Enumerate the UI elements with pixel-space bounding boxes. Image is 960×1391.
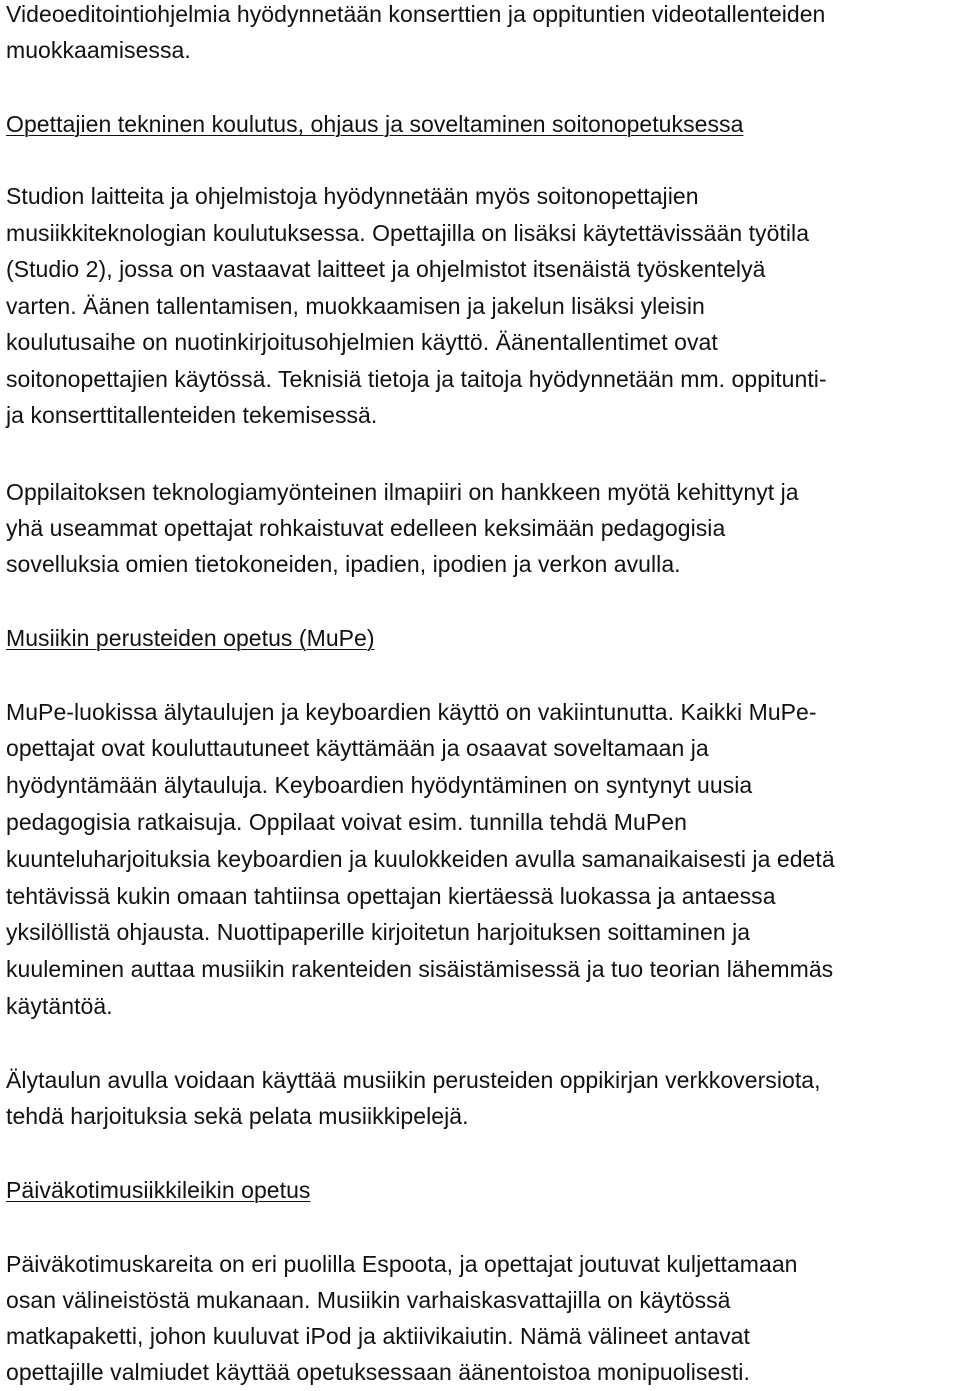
intro-text-line: Videoeditointiohjelmia hyödynnetään konserttien ja oppituntien videotallenteiden <box>6 1 826 27</box>
paragraph-line: kuuleminen auttaa musiikin rakenteiden sisäistämisessä ja tuo teorian lähemmäs <box>6 956 834 982</box>
intro-text-line: muokkaamisessa. <box>6 37 191 63</box>
paragraph-line: MuPe-luokissa älytaulujen ja keyboardien käyttö on vakiintunutta. Kaikki MuPe- <box>6 699 817 725</box>
section-heading-teacher-training: Opettajien tekninen koulutus, ohjaus ja soveltaminen soitonopetuksessa <box>6 111 744 137</box>
paragraph-line: ja konserttitallenteiden tekemisessä. <box>6 402 378 428</box>
paragraph-line: Oppilaitoksen teknologiamyönteinen ilmapiiri on hankkeen myötä kehittynyt ja <box>6 479 799 505</box>
paragraph-line: (Studio 2), jossa on vastaavat laitteet ja ohjelmistot itsenäistä työskentelyä <box>6 256 766 282</box>
paragraph-line: opettajille valmiudet käyttää opetuksessaan äänentoistoa monipuolisesti. <box>6 1359 750 1385</box>
paragraph-line: käytäntöä. <box>6 993 113 1019</box>
paragraph-line: yhä useammat opettajat rohkaistuvat edelleen keksimään pedagogisia <box>6 515 726 541</box>
section-heading-mupe: Musiikin perusteiden opetus (MuPe) <box>6 625 375 651</box>
paragraph-line: tehtävissä kukin omaan tahtiinsa opettajan kiertäessä luokassa ja antaessa <box>6 883 776 909</box>
paragraph-line: sovelluksia omien tietokoneiden, ipadien, ipodien ja verkon avulla. <box>6 551 681 577</box>
paragraph-line: Älytaulun avulla voidaan käyttää musiikin perusteiden oppikirjan verkkoversiota, <box>6 1067 821 1093</box>
paragraph-line: koulutusaihe on nuotinkirjoitusohjelmien käyttö. Äänentallentimet ovat <box>6 329 718 355</box>
paragraph-line: Studion laitteita ja ohjelmistoja hyödynnetään myös soitonopettajien <box>6 183 699 209</box>
paragraph-line: Päiväkotimuskareita on eri puolilla Espoota, ja opettajat joutuvat kuljettamaan <box>6 1251 798 1277</box>
paragraph-line: yksilöllistä ohjausta. Nuottipaperille kirjoitetun harjoituksen soittaminen ja <box>6 919 751 945</box>
paragraph-line: musiikkiteknologian koulutuksessa. Opettajilla on lisäksi käytettävissään työtila <box>6 220 810 246</box>
section-heading-daycare: Päiväkotimusiikkileikin opetus <box>6 1177 311 1203</box>
paragraph-line: osan välineistöstä mukanaan. Musiikin varhaiskasvattajilla on käytössä <box>6 1287 731 1313</box>
paragraph-line: kuunteluharjoituksia keyboardien ja kuulokkeiden avulla samanaikaisesti ja edetä <box>6 846 835 872</box>
paragraph-line: opettajat ovat kouluttautuneet käyttämään ja osaavat soveltamaan ja <box>6 735 709 761</box>
paragraph-line: matkapaketti, johon kuuluvat iPod ja aktiivikaiutin. Nämä välineet antavat <box>6 1323 750 1349</box>
paragraph-line: soitonopettajien käytössä. Teknisiä tietoja ja taitoja hyödynnetään mm. oppitunti- <box>6 366 827 392</box>
paragraph-line: varten. Äänen tallentamisen, muokkaamisen ja jakelun lisäksi yleisin <box>6 293 705 319</box>
paragraph-line: hyödyntämään älytauluja. Keyboardien hyödyntäminen on syntynyt uusia <box>6 772 753 798</box>
paragraph-line: pedagogisia ratkaisuja. Oppilaat voivat esim. tunnilla tehdä MuPen <box>6 809 687 835</box>
paragraph-line: tehdä harjoituksia sekä pelata musiikkipelejä. <box>6 1103 469 1129</box>
